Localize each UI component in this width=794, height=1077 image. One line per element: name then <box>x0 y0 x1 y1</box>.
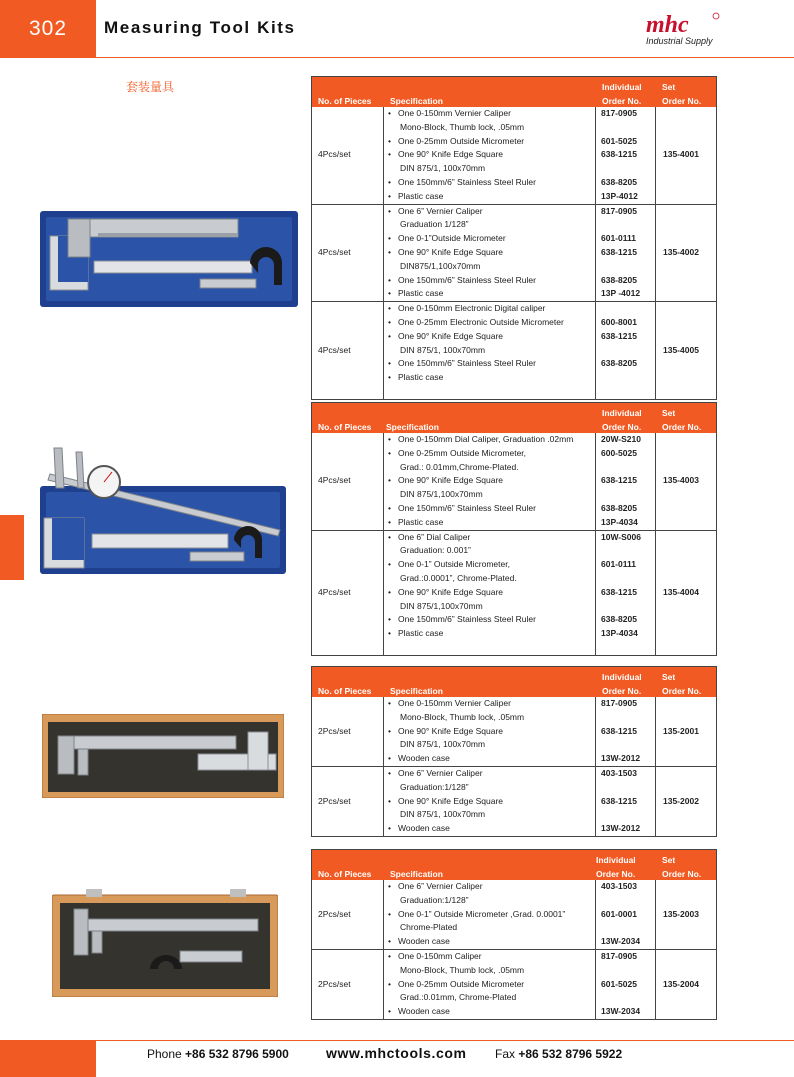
table-row <box>312 558 716 572</box>
table-row <box>312 302 716 316</box>
spec-text: • One 0-25mm Outside Micrometer <box>388 978 524 992</box>
table-row <box>312 894 716 908</box>
table-row <box>312 260 716 274</box>
spec-text: • Plastic case <box>388 627 443 641</box>
table-row <box>312 544 716 558</box>
table-row <box>312 274 716 288</box>
spec-table-3 <box>311 666 717 837</box>
table-header <box>312 667 716 697</box>
order-code: 13P-4034 <box>601 628 638 639</box>
spec-text: • One 90° Knife Edge Square <box>388 246 503 260</box>
spec-text: Graduation:1/128” <box>400 781 469 792</box>
set-group <box>312 949 716 1019</box>
table-row <box>312 433 716 447</box>
set-group <box>312 433 716 530</box>
spec-text: Mono-Block, Thumb lock, .05mm <box>400 964 525 975</box>
order-code: 601-0111 <box>601 559 636 570</box>
table-row <box>312 586 716 600</box>
pieces-count: 4Pcs/set <box>318 149 351 160</box>
spec-text: • One 0-1” Outside Micrometer ,Grad. 0.0001” <box>388 908 565 922</box>
order-code: 13P-4012 <box>601 190 638 201</box>
spec-text: • One 6” Vernier Caliper <box>388 767 483 781</box>
pieces-count: 4Pcs/set <box>318 246 351 257</box>
table-header <box>312 403 716 433</box>
table-row <box>312 287 716 301</box>
set-order-number: 135-2002 <box>663 795 699 806</box>
table-row <box>312 385 716 399</box>
table-row <box>312 921 716 935</box>
header-individual: Individual <box>596 855 636 865</box>
table-row <box>312 447 716 461</box>
header-pieces: No. of Pieces <box>318 96 372 106</box>
spec-text: Grad.:0.01mm, Chrome-Plated <box>400 992 517 1003</box>
footer-website[interactable]: www.mhctools.com <box>326 1045 467 1061</box>
spec-text: • One 0-150mm Vernier Caliper <box>388 697 511 711</box>
spec-text: Mono-Block, Thumb lock, .05mm <box>400 121 525 132</box>
table-row <box>312 474 716 488</box>
spec-text: • Wooden case <box>388 752 450 766</box>
header-pieces: No. of Pieces <box>318 422 372 432</box>
micrometer-barrel <box>200 279 256 288</box>
spec-text: • One 6” Vernier Caliper <box>388 205 483 219</box>
header-order-no: Order No. <box>602 422 642 432</box>
table-row <box>312 1005 716 1019</box>
table-row <box>312 357 716 371</box>
table-row <box>312 107 716 121</box>
spec-text: • One 0-150mm Electronic Digital caliper <box>388 302 545 316</box>
table-row <box>312 950 716 964</box>
table-row <box>312 935 716 949</box>
spec-text: • One 90° Knife Edge Square <box>388 725 503 739</box>
set-order-number: 135-4001 <box>663 149 699 160</box>
order-code: 817-0905 <box>601 950 637 961</box>
order-code: 601-0001 <box>601 908 637 919</box>
header-set: Set <box>662 408 676 418</box>
header-individual: Individual <box>602 82 642 92</box>
header-spec: Specification <box>390 869 443 879</box>
header-individual: Individual <box>602 408 642 418</box>
header-set-order-no: Order No. <box>662 422 702 432</box>
spec-text: • One 150mm/6” Stainless Steel Ruler <box>388 613 536 627</box>
order-code: 13W-2034 <box>601 936 641 947</box>
phone-number: +86 532 8796 5900 <box>185 1047 289 1061</box>
header-pieces: No. of Pieces <box>318 869 372 879</box>
table-row <box>312 488 716 502</box>
spec-text: • One 150mm/6” Stainless Steel Ruler <box>388 176 536 190</box>
set-order-number: 135-2004 <box>663 978 699 989</box>
table-row <box>312 697 716 711</box>
spec-text: • One 0-1” Outside Micrometer, <box>388 558 510 572</box>
spec-text: • Wooden case <box>388 1005 450 1019</box>
header-order-no: Order No. <box>596 869 636 879</box>
order-code: 601-0111 <box>601 233 636 244</box>
spec-text: • One 150mm/6” Stainless Steel Ruler <box>388 357 536 371</box>
micrometer-barrel <box>180 951 242 962</box>
header-spec: Specification <box>390 686 443 696</box>
spec-text: Grad.:0.0001”, Chrome-Plated. <box>400 572 517 583</box>
table-row <box>312 190 716 204</box>
kit-photo-wooden-case-micrometer <box>52 889 278 997</box>
kit-photo-blue-case-vernier <box>40 211 298 307</box>
set-order-number: 135-4002 <box>663 246 699 257</box>
header-order-no: Order No. <box>602 96 642 106</box>
spec-text: • One 90° Knife Edge Square <box>388 330 503 344</box>
header-pieces: No. of Pieces <box>318 686 372 696</box>
spec-text: • Plastic case <box>388 287 443 301</box>
order-code: 638-1215 <box>601 795 637 806</box>
spec-text: DIN 875/1, 100x70mm <box>400 163 486 174</box>
table-row <box>312 330 716 344</box>
steel-ruler <box>92 534 228 548</box>
spec-text: • Wooden case <box>388 822 450 836</box>
order-code: 13W-2012 <box>601 753 641 764</box>
set-group <box>312 697 716 766</box>
set-order-number: 135-4004 <box>663 586 699 597</box>
spec-table-4 <box>311 849 717 1020</box>
table-row <box>312 502 716 516</box>
spec-text: • One 90° Knife Edge Square <box>388 795 503 809</box>
fax-number: +86 532 8796 5922 <box>518 1047 623 1061</box>
registered-icon <box>713 13 719 19</box>
table-row <box>312 795 716 809</box>
page-number: 302 <box>28 17 68 40</box>
page-number-badge <box>0 0 96 58</box>
kit-photo-wooden-case-square <box>42 714 284 798</box>
order-code: 638-1215 <box>601 475 637 486</box>
spec-text: • One 0-150mm Vernier Caliper <box>388 107 511 121</box>
table-row <box>312 964 716 978</box>
table-row <box>312 176 716 190</box>
table-row <box>312 246 716 260</box>
table-row <box>312 232 716 246</box>
brand-subtitle: Industrial Supply <box>646 36 713 46</box>
spec-text: • Plastic case <box>388 371 443 385</box>
table-row <box>312 316 716 330</box>
section-label-cn: 套装量具 <box>126 80 175 94</box>
order-code: 13W-2034 <box>601 1006 641 1017</box>
spec-text: Graduation 1/128” <box>400 219 469 230</box>
spec-text: DIN 875/1,100x70mm <box>400 600 483 611</box>
pieces-count: 4Pcs/set <box>318 586 351 597</box>
spec-table-1 <box>311 76 717 400</box>
order-code: 20W-S210 <box>601 434 641 444</box>
order-code: 638-1215 <box>601 149 637 160</box>
set-group <box>312 107 716 204</box>
order-code: 638-8205 <box>601 614 637 625</box>
spec-text: • One 0-1”Outside Micrometer <box>388 232 506 246</box>
set-group <box>312 530 716 655</box>
header-spec: Specification <box>386 422 439 432</box>
header-spec: Specification <box>390 96 443 106</box>
spec-text: • One 150mm/6” Stainless Steel Ruler <box>388 502 536 516</box>
footer-phone <box>147 1047 289 1061</box>
order-code: 13P -4012 <box>601 288 641 299</box>
order-code: 638-8205 <box>601 358 637 369</box>
table-row <box>312 600 716 614</box>
header-set-order-no: Order No. <box>662 869 702 879</box>
table-row <box>312 572 716 586</box>
brand-logo-mark <box>644 10 724 38</box>
order-code: 601-5025 <box>601 135 637 146</box>
table-row <box>312 781 716 795</box>
table-row <box>312 218 716 232</box>
set-order-number: 135-2001 <box>663 725 699 736</box>
table-row <box>312 880 716 894</box>
spec-text: Graduation:1/128” <box>400 894 469 905</box>
header-set-order-no: Order No. <box>662 686 702 696</box>
order-code: 13W-2012 <box>601 823 641 834</box>
spec-text: • One 90° Knife Edge Square <box>388 474 503 488</box>
header-rule <box>96 57 794 58</box>
set-group <box>312 880 716 949</box>
pieces-count: 2Pcs/set <box>318 908 351 919</box>
spec-text: DIN 875/1, 100x70mm <box>400 344 486 355</box>
spec-text: DIN875/1,100x70mm <box>400 260 481 271</box>
fax-label: Fax <box>495 1047 516 1061</box>
spec-text: Graduation: 0.001” <box>400 545 471 556</box>
order-code: 403-1503 <box>601 767 637 778</box>
table-row <box>312 752 716 766</box>
spec-text: • One 0-25mm Outside Micrometer, <box>388 447 526 461</box>
table-row <box>312 516 716 530</box>
pieces-count: 4Pcs/set <box>318 344 351 355</box>
order-code: 638-8205 <box>601 176 637 187</box>
header-set-order-no: Order No. <box>662 96 702 106</box>
table-row <box>312 205 716 219</box>
table-row <box>312 371 716 385</box>
kit-photo-blue-case-dial <box>40 444 286 574</box>
header-set: Set <box>662 82 676 92</box>
table-row <box>312 641 716 655</box>
table-row <box>312 135 716 149</box>
table-row <box>312 344 716 358</box>
steel-ruler <box>94 261 252 273</box>
header-set: Set <box>662 855 676 865</box>
table-row <box>312 148 716 162</box>
vernier-caliper <box>74 919 258 931</box>
order-code: 638-8205 <box>601 274 637 285</box>
table-header <box>312 850 716 880</box>
pieces-count: 2Pcs/set <box>318 978 351 989</box>
order-code: 638-1215 <box>601 586 637 597</box>
header-order-no: Order No. <box>602 686 642 696</box>
order-code: 13P-4034 <box>601 516 638 527</box>
spec-text: DIN 875/1, 100x70mm <box>400 809 486 820</box>
order-code: 817-0905 <box>601 108 637 118</box>
set-group <box>312 301 716 399</box>
footer-accent-box <box>0 1040 96 1077</box>
table-row <box>312 738 716 752</box>
table-row <box>312 613 716 627</box>
spec-text: • Plastic case <box>388 516 443 530</box>
table-row <box>312 808 716 822</box>
table-row <box>312 725 716 739</box>
phone-label: Phone <box>147 1047 182 1061</box>
order-code: 638-1215 <box>601 725 637 736</box>
set-group <box>312 204 716 302</box>
footer-rule <box>96 1040 794 1041</box>
spec-table-2 <box>311 402 717 656</box>
spec-text: • One 0-25mm Electronic Outside Micrometer <box>388 316 564 330</box>
order-code: 600-8001 <box>601 316 637 327</box>
table-row <box>312 461 716 475</box>
brand-logo <box>644 10 724 50</box>
brand-wordmark: mhc <box>646 12 689 38</box>
table-row <box>312 767 716 781</box>
spec-text: • One 0-25mm Outside Micrometer <box>388 135 524 149</box>
order-code: 817-0905 <box>601 205 637 216</box>
table-row <box>312 822 716 836</box>
set-order-number: 135-2003 <box>663 908 699 919</box>
micrometer-barrel <box>190 552 244 561</box>
page-title: Measuring Tool Kits <box>104 18 296 37</box>
spec-text: • One 150mm/6” Stainless Steel Ruler <box>388 274 536 288</box>
spec-text: DIN 875/1,100x70mm <box>400 489 483 500</box>
spec-text: Mono-Block, Thumb lock, .05mm <box>400 711 525 722</box>
spec-text: • One 6” Dial Caliper <box>388 531 470 545</box>
table-header <box>312 77 716 107</box>
spec-text: DIN 875/1, 100x70mm <box>400 739 486 750</box>
table-row <box>312 908 716 922</box>
spec-text: • One 6” Vernier Caliper <box>388 880 483 894</box>
table-row <box>312 978 716 992</box>
set-group <box>312 766 716 836</box>
order-code: 601-5025 <box>601 978 637 989</box>
order-code: 817-0905 <box>601 698 637 708</box>
order-code: 638-8205 <box>601 502 637 513</box>
header-set: Set <box>662 672 676 682</box>
order-code: 403-1503 <box>601 881 637 891</box>
order-code: 638-1215 <box>601 246 637 257</box>
side-tab-marker <box>0 515 24 580</box>
spec-text: • One 0-150mm Dial Caliper, Graduation .02mm <box>388 433 573 447</box>
pieces-count: 2Pcs/set <box>318 725 351 736</box>
spec-text: • Plastic case <box>388 190 443 204</box>
table-row <box>312 711 716 725</box>
set-order-number: 135-4005 <box>663 344 699 355</box>
spec-text: Grad.: 0.01mm,Chrome-Plated. <box>400 461 519 472</box>
order-code: 638-1215 <box>601 330 637 341</box>
pieces-count: 4Pcs/set <box>318 475 351 486</box>
table-row <box>312 121 716 135</box>
table-row <box>312 627 716 641</box>
table-row <box>312 991 716 1005</box>
spec-text: • One 0-150mm Caliper <box>388 950 482 964</box>
table-row <box>312 162 716 176</box>
vernier-caliper <box>58 736 236 749</box>
order-code: 600-5025 <box>601 447 637 458</box>
set-order-number: 135-4003 <box>663 475 699 486</box>
footer-fax <box>495 1047 622 1061</box>
spec-text: • One 90° Knife Edge Square <box>388 586 503 600</box>
spec-text: • One 90° Knife Edge Square <box>388 148 503 162</box>
spec-text: • Wooden case <box>388 935 450 949</box>
pieces-count: 2Pcs/set <box>318 795 351 806</box>
spec-text: Chrome-Plated <box>400 922 458 933</box>
header-individual: Individual <box>602 672 642 682</box>
order-code: 10W-S006 <box>601 531 641 542</box>
table-row <box>312 531 716 545</box>
